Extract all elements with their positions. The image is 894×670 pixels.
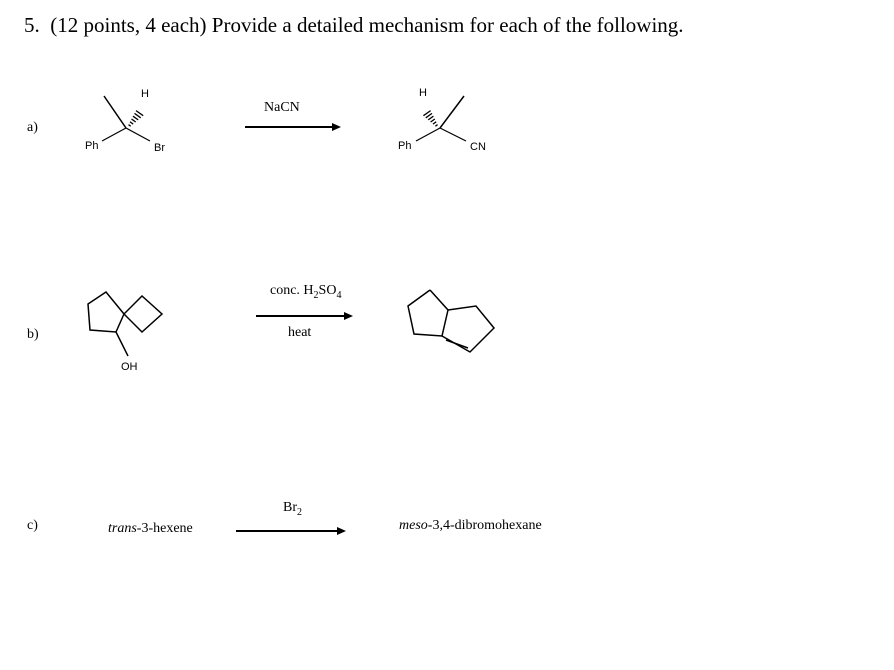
part-a-product-ph: Ph	[398, 140, 412, 152]
part-a-product-cn: CN	[470, 141, 486, 153]
part-c-reaction-arrow	[236, 530, 343, 532]
part-c-reagent: $Br_2$	[283, 500, 302, 518]
part-a-reagent: NaCN	[264, 100, 300, 115]
question-text: (12 points, 4 each) Provide a detailed mechanism for each of the following.	[50, 13, 684, 37]
part-a-reactant-h: H	[141, 88, 149, 100]
part-c-reactant: trans-3-hexene	[108, 521, 193, 536]
question-number: 5.	[24, 13, 40, 37]
part-b-label: b)	[27, 327, 39, 342]
part-c-product: meso-3,4-dibromohexane	[399, 518, 542, 533]
part-b-reactant-structure	[80, 280, 190, 370]
part-a-reactant-ph: Ph	[85, 140, 99, 152]
part-a-reaction-arrow	[245, 126, 338, 128]
part-b-product-structure	[400, 284, 510, 364]
part-b-reactant-oh: OH	[121, 361, 138, 373]
part-b-reaction-arrow	[256, 315, 350, 317]
part-a-product-h: H	[419, 87, 427, 99]
part-b-reagent-acid: conc. $H_2SO_4$	[270, 283, 342, 301]
part-a-reactant-br: Br	[154, 142, 165, 154]
part-b-reagent-heat: heat	[288, 325, 312, 340]
part-c-label: c)	[27, 518, 38, 533]
part-a-label: a)	[27, 120, 38, 135]
question-heading	[24, 13, 684, 38]
